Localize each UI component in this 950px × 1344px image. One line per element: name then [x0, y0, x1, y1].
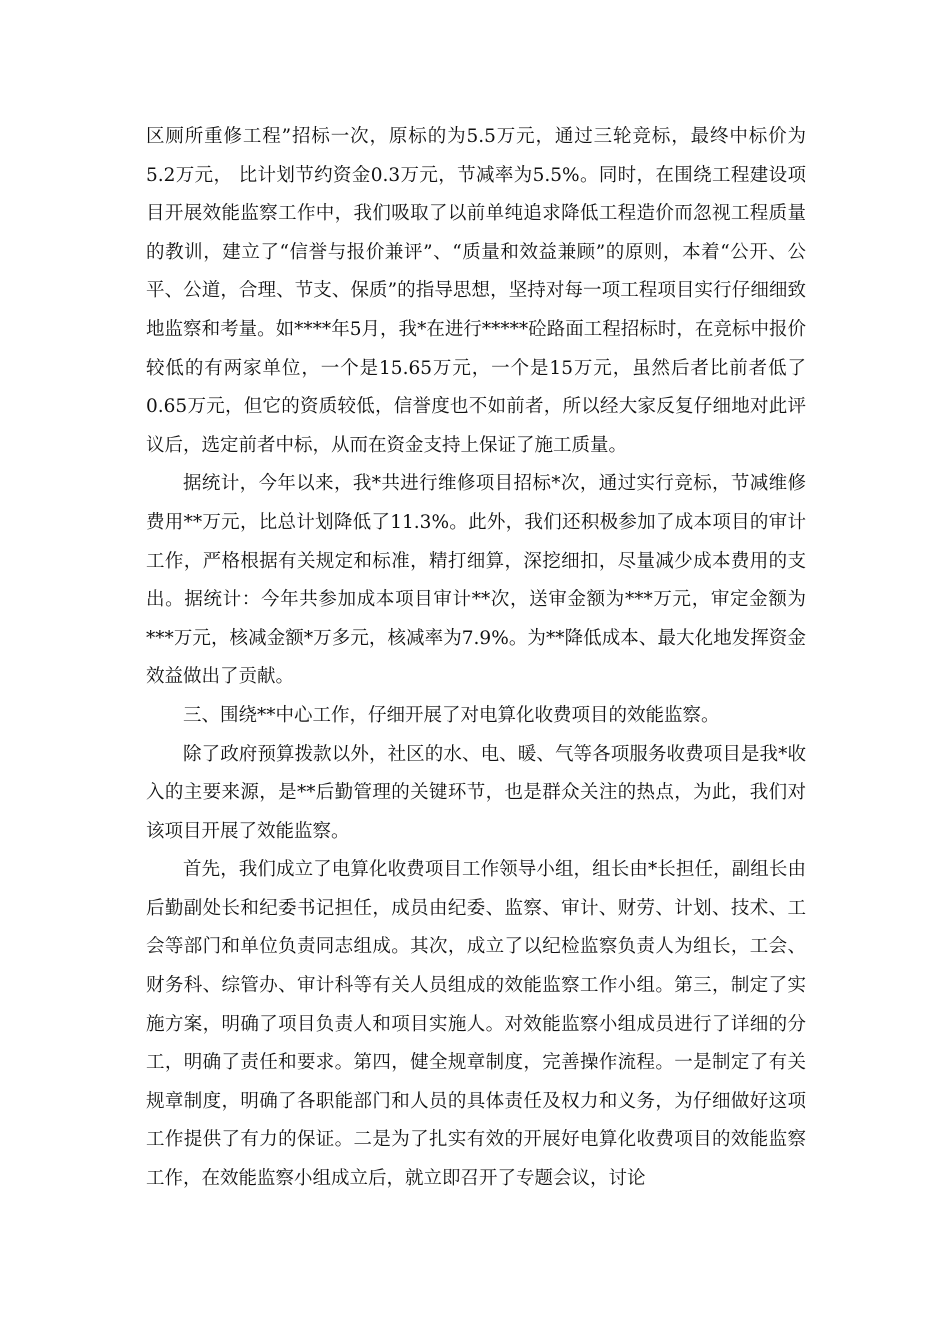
paragraph-1: 区厕所重修工程”招标一次，原标的为5.5万元，通过三轮竞标，最终中标价为5.2万元， 比计划节约资金0.3万元，节减率为5.5%。同时，在围绕工程建设项目开展效能监察工作中，我们吸取了以前单纯追求降低工程造价而忽视工程质量的教训，建立了“信誉与报价兼评”、“质量和效益兼顾”的原则，本着“公开、公平、公道，合理、节支、保质”的指导思想，坚持对每一项工程项目实行仔细细致地监察和考量。如****年5月，我*在进行*****砼路面工程招标时，在竞标中报价较低的有两家单位，一个是15.65万元，一个是15万元，虽然后者比前者低了0.65万元，但它的资质较低，信誉度也不如前者，所以经大家反复仔细地对此评议后，选定前者中标，从而在资金支持上保证了施工质量。 [146, 126, 806, 456]
paragraph-4: 首先，我们成立了电算化收费项目工作领导小组，组长由*长担任，副组长由后勤副处长和纪委书记担任，成员由纪委、监察、审计、财劳、计划、技术、工会等部门和单位负责同志组成。其次，成立了以纪检监察负责人为组长，工会、财务科、综管办、审计科等有关人员组成的效能监察工作小组。第三，制定了实施方案，明确了项目负责人和项目实施人。对效能监察小组成员进行了详细的分工，明确了责任和要求。第四，健全规章制度，完善操作流程。一是制定了有关规章制度，明确了各职能部门和人员的具体责任及权力和义务，为仔细做好这项工作提供了有力的保证。二是为了扎实有效的开展好电算化收费项目的效能监察工作，在效能监察小组成立后，就立即召开了专题会议，讨论 [146, 859, 806, 1190]
section-heading: 三、围绕**中心工作，仔细开展了对电算化收费项目的效能监察。 [183, 704, 720, 726]
paragraph-2: 据统计，今年以来，我*共进行维修项目招标*次，通过实行竞标，节减维修费用**万元，比总计划降低了11.3%。此外，我们还积极参加了成本项目的审计工作，严格根据有关规定和标准，精打细算，深挖细扣，尽量减少成本费用的支出。据统计：今年共参加成本项目审计**次，送审金额为***万元，审定金额为***万元，核减金额*万多元，核减率为7.9%。为**降低成本、最大化地发挥资金效益做出了贡献。 [146, 473, 806, 688]
document-body [146, 118, 806, 1199]
paragraph-3: 除了政府预算拨款以外，社区的水、电、暖、气等各项服务收费项目是我*收入的主要来源，是**后勤管理的关键环节，也是群众关注的热点，为此，我们对该项目开展了效能监察。 [146, 743, 806, 842]
